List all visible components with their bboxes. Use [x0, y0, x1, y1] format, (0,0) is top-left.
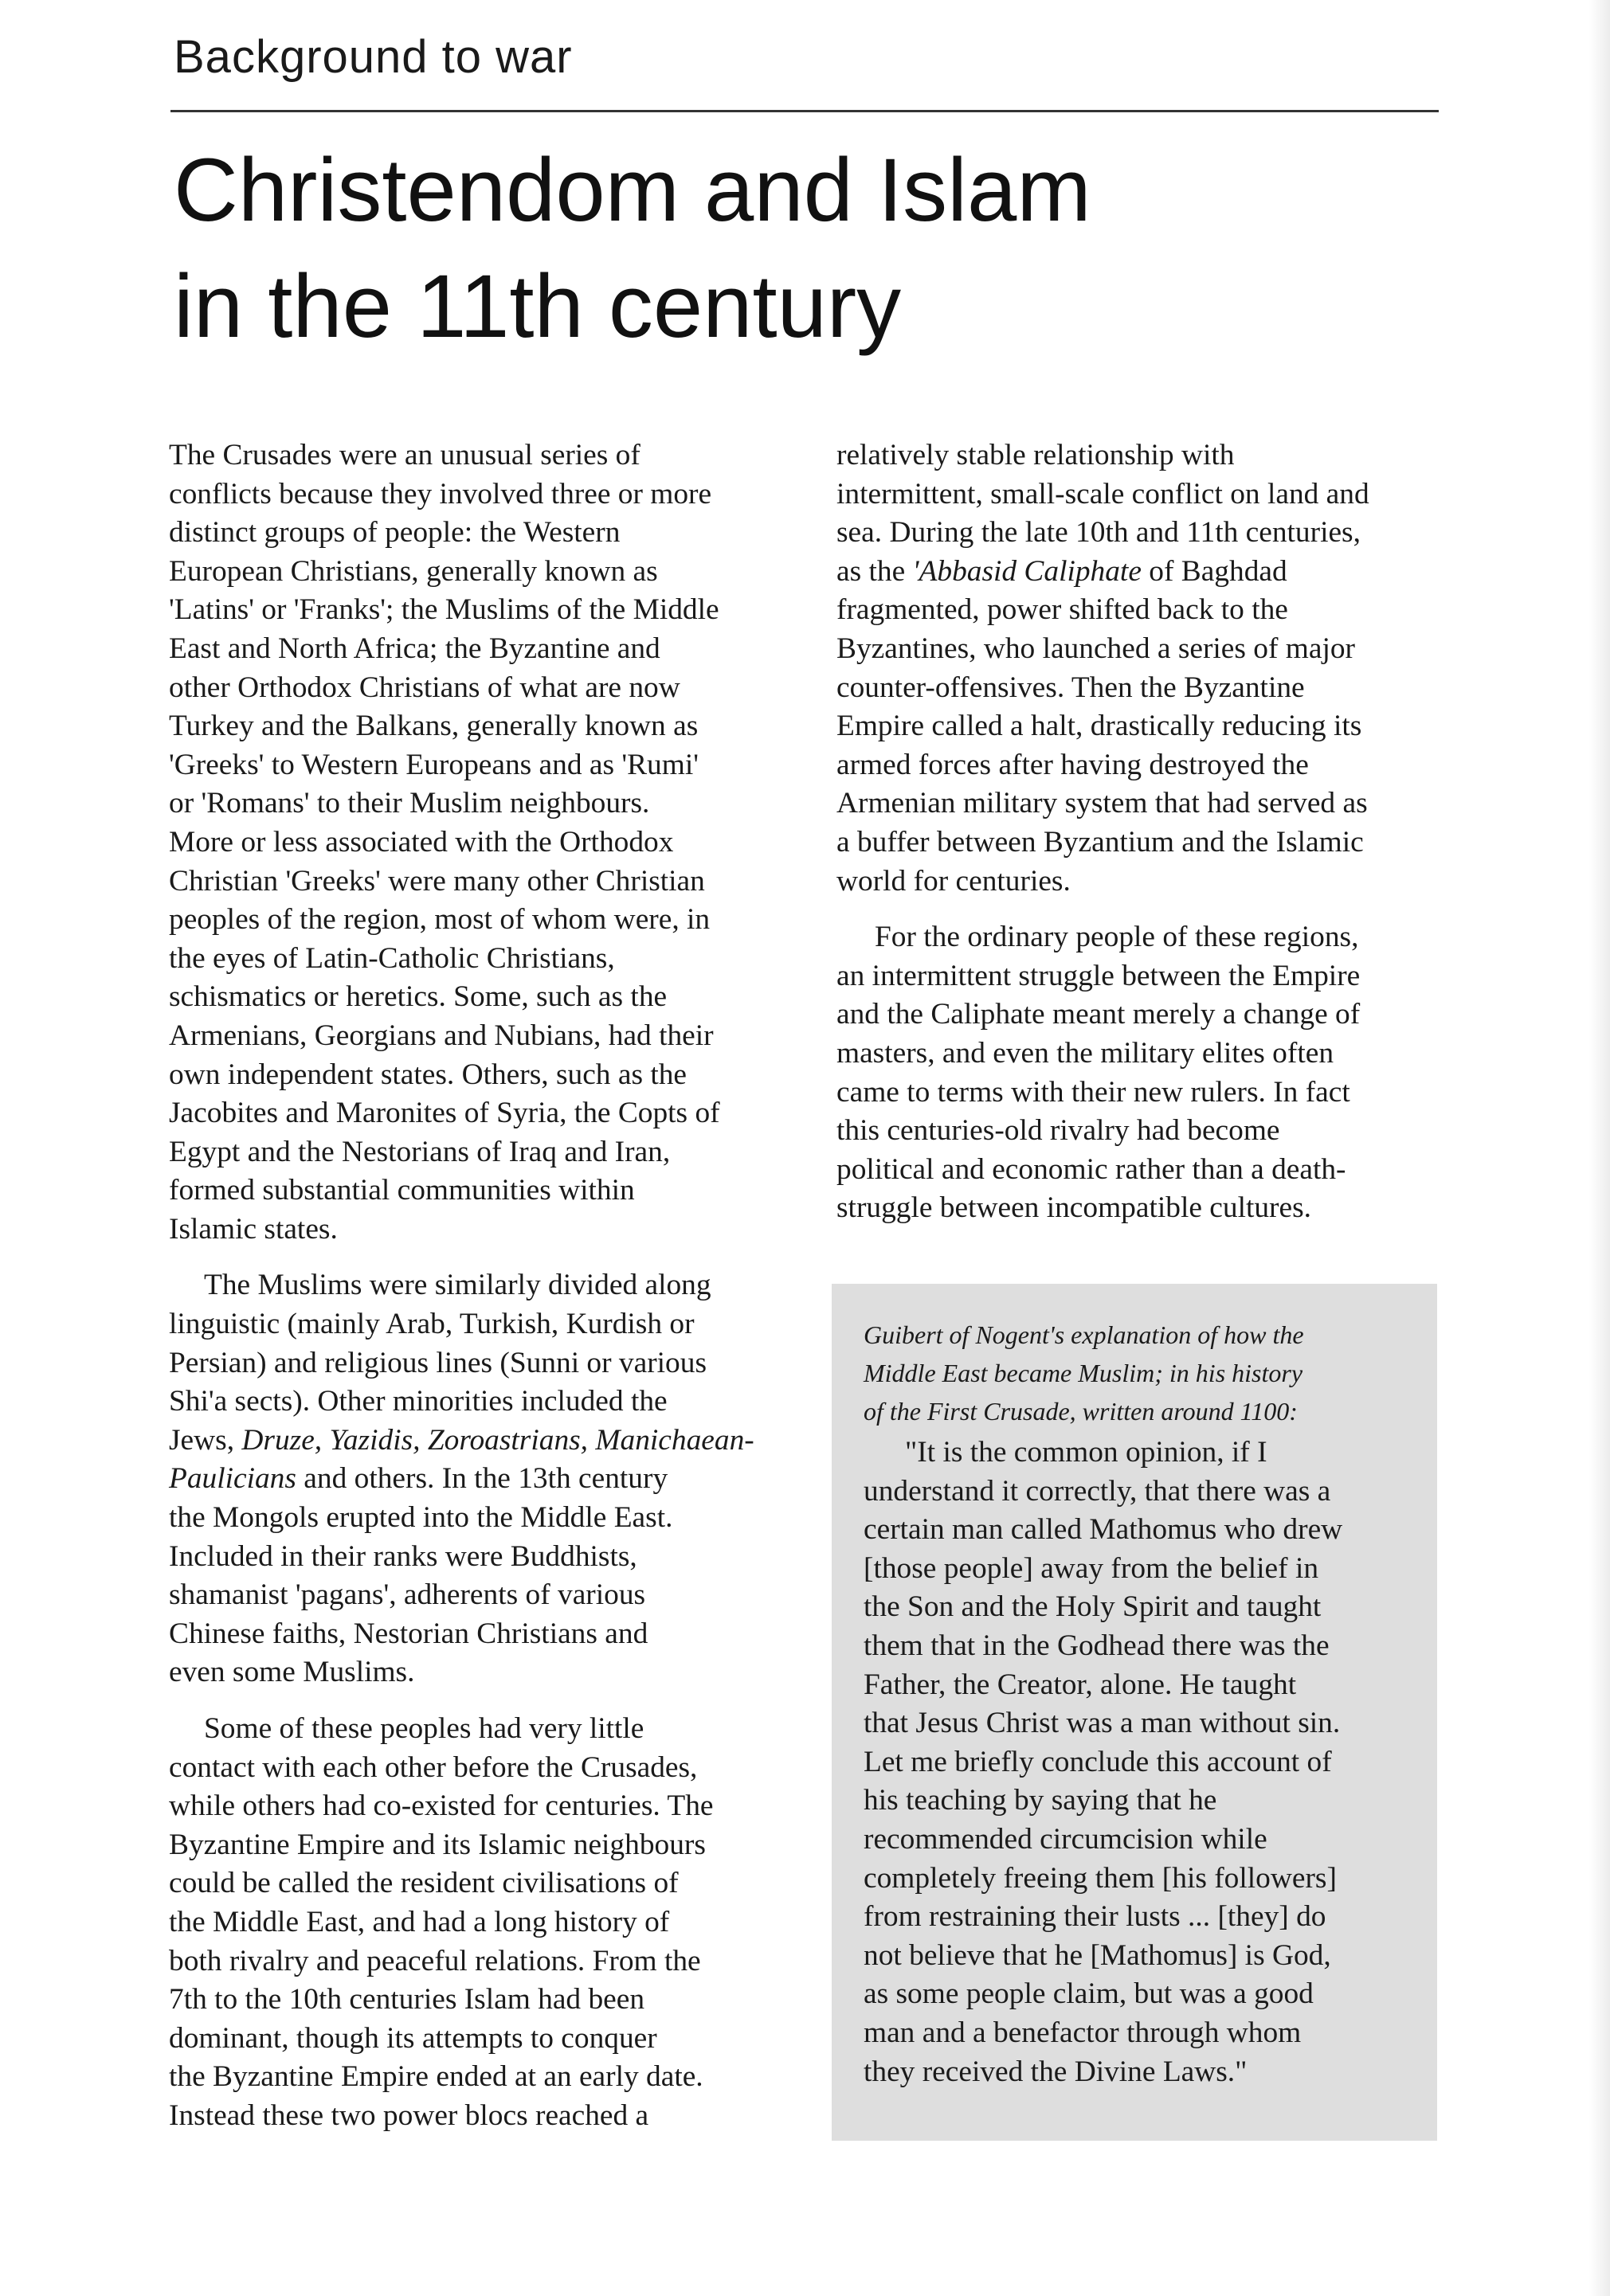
text-line: Instead these two power blocs reached a — [169, 2098, 649, 2132]
text-line: Egypt and the Nestorians of Iraq and Iran, — [169, 1135, 671, 1168]
text-line: certain man called Mathomus who drew — [864, 1513, 1343, 1547]
text-line: counter-offensives. Then the Byzantine — [836, 671, 1305, 704]
text-line: Turkey and the Balkans, generally known as — [169, 710, 699, 743]
text-line: Armenian military system that had served as — [836, 787, 1368, 820]
left-column — [169, 436, 774, 2136]
text-line: from restraining their lusts ... [they] do — [864, 1900, 1326, 1934]
text-line: even some Muslims. — [169, 1656, 415, 1689]
text-line: European Christians, generally known as — [169, 554, 658, 588]
text-span: of Baghdad — [1141, 554, 1287, 588]
header-rule — [170, 110, 1439, 112]
text-line: man and a benefactor through whom — [864, 2016, 1302, 2049]
text-line: formed substantial communities within — [169, 1174, 635, 1207]
text-line: masters, and even the military elites often — [836, 1036, 1334, 1070]
text-line: while others had co-existed for centuries. The — [169, 1789, 714, 1823]
text-line: Father, the Creator, alone. He taught — [864, 1668, 1297, 1701]
text-line: or 'Romans' to their Muslim neighbours. — [169, 787, 650, 820]
paragraph — [836, 436, 1434, 901]
text-line: recommended circumcision while — [864, 1822, 1267, 1856]
quote-sidebar — [832, 1284, 1437, 2141]
text-line: the Byzantine Empire ended at an early date. — [169, 2060, 703, 2094]
sidebar-intro — [864, 1316, 1405, 1430]
text-line: the Middle East, and had a long history of — [169, 1905, 670, 1938]
text-line: own independent states. Others, such as the — [169, 1058, 687, 1091]
text-line: 7th to the 10th centuries Islam had been — [169, 1983, 645, 2016]
page-edge-shadow — [1589, 0, 1610, 2296]
text-line: Let me briefly conclude this account of — [864, 1745, 1332, 1778]
italic-text: 'Abbasid Caliphate — [912, 554, 1142, 588]
text-span: and others. In the 13th century — [296, 1462, 668, 1496]
text-line: dominant, though its attempts to conquer — [169, 2021, 657, 2055]
text-line: them that in the Godhead there was the — [864, 1629, 1330, 1662]
text-line: Included in their ranks were Buddhists, — [169, 1539, 637, 1573]
text-line: Shi'a sects). Other minorities included the — [169, 1385, 668, 1418]
text-line: East and North Africa; the Byzantine and — [169, 632, 660, 665]
text-line: Byzantine Empire and its Islamic neighbours — [169, 1828, 706, 1861]
text-line: political and economic rather than a death- — [836, 1152, 1346, 1186]
text-line: For the ordinary people of these regions, — [875, 921, 1359, 954]
text-line: as some people claim, but was a good — [864, 1977, 1314, 2011]
text-line: came to terms with their new rulers. In fact — [836, 1075, 1350, 1109]
text-line: 'Latins' or 'Franks'; the Muslims of the Middle — [169, 593, 719, 627]
text-span: Jews, — [169, 1423, 242, 1457]
text-line: Some of these peoples had very little — [204, 1712, 644, 1745]
text-line — [169, 1460, 774, 1499]
text-span: as the — [836, 554, 913, 588]
text-line: this centuries-old rivalry had become — [836, 1114, 1280, 1148]
text-line: that Jesus Christ was a man without sin. — [864, 1707, 1341, 1740]
paragraph — [169, 1710, 774, 2136]
text-line: the Mongols erupted into the Middle East. — [169, 1501, 673, 1535]
text-line: world for centuries. — [836, 864, 1071, 898]
text-line: his teaching by saying that he — [864, 1784, 1217, 1817]
text-line: the Son and the Holy Spirit and taught — [864, 1590, 1322, 1624]
text-line: armed forces after having destroyed the — [836, 748, 1309, 781]
text-line: could be called the resident civilisations of — [169, 1867, 679, 1900]
text-line: completely freeing them [his followers] — [864, 1861, 1337, 1895]
text-line: a buffer between Byzantium and the Islamic — [836, 825, 1364, 859]
text-line: an intermittent struggle between the Empire — [836, 959, 1361, 992]
paragraph — [169, 436, 774, 1249]
title-line: in the 11th century — [174, 256, 902, 356]
text-line: "It is the common opinion, if I — [905, 1436, 1267, 1469]
text-line: Middle East became Muslim; in his history — [864, 1359, 1303, 1387]
text-line: Byzantines, who launched a series of major — [836, 632, 1356, 665]
text-line: conflicts because they involved three or more — [169, 477, 712, 510]
text-line: intermittent, small-scale conflict on land and — [836, 477, 1369, 510]
text-line: the eyes of Latin-Catholic Christians, — [169, 941, 615, 975]
text-line: schismatics or heretics. Some, such as the — [169, 980, 668, 1014]
text-line: Jacobites and Maronites of Syria, the Copts of — [169, 1097, 720, 1130]
italic-text: Paulicians — [169, 1462, 296, 1496]
right-column — [836, 436, 1434, 1228]
text-line: Armenians, Georgians and Nubians, had their — [169, 1019, 714, 1052]
text-line: The Muslims were similarly divided along — [204, 1269, 711, 1302]
text-line — [836, 553, 1434, 592]
text-line: understand it correctly, that there was a — [864, 1474, 1331, 1508]
text-line: of the First Crusade, written around 1100: — [864, 1397, 1298, 1426]
text-line: Chinese faiths, Nestorian Christians and — [169, 1617, 648, 1650]
text-line: Persian) and religious lines (Sunni or various — [169, 1346, 707, 1379]
text-line: peoples of the region, most of whom were, in — [169, 903, 711, 937]
text-line: struggle between incompatible cultures. — [836, 1191, 1311, 1225]
text-line: [those people] away from the belief in — [864, 1551, 1319, 1585]
text-line: More or less associated with the Orthodox — [169, 825, 674, 859]
text-line: contact with each other before the Crusades, — [169, 1750, 698, 1784]
text-line: Islamic states. — [169, 1212, 338, 1246]
text-line: linguistic (mainly Arab, Turkish, Kurdish or — [169, 1308, 695, 1341]
text-line: both rivalry and peaceful relations. From the — [169, 1944, 701, 1977]
text-line: shamanist 'pagans', adherents of various — [169, 1578, 646, 1612]
sidebar-quote — [864, 1434, 1405, 2091]
title-line: Christendom and Islam — [174, 140, 1091, 240]
paragraph — [836, 918, 1434, 1228]
text-line: and the Caliphate meant merely a change of — [836, 998, 1361, 1031]
paragraph — [169, 1266, 774, 1692]
text-line: Guibert of Nogent's explanation of how the — [864, 1320, 1304, 1349]
text-line: relatively stable relationship with — [836, 439, 1235, 471]
text-line — [169, 1422, 774, 1461]
section-label: Background to war — [174, 31, 573, 83]
text-line: 'Greeks' to Western Europeans and as 'Rumi' — [169, 748, 699, 781]
text-line: fragmented, power shifted back to the — [836, 593, 1288, 627]
page-title — [174, 132, 1091, 365]
text-line: not believe that he [Mathomus] is God, — [864, 1938, 1331, 1972]
text-line: they received the Divine Laws." — [864, 2055, 1248, 2088]
text-line: Christian 'Greeks' were many other Christian — [169, 864, 705, 898]
text-line: other Orthodox Christians of what are now — [169, 671, 680, 704]
text-line: distinct groups of people: the Western — [169, 516, 621, 550]
text-line: sea. During the late 10th and 11th centuries, — [836, 516, 1361, 550]
italic-text: Druze, Yazidis, Zoroastrians, Manichaean- — [241, 1423, 754, 1457]
text-line: Empire called a halt, drastically reducing its — [836, 710, 1362, 743]
text-line: The Crusades were an unusual series of — [169, 439, 640, 471]
